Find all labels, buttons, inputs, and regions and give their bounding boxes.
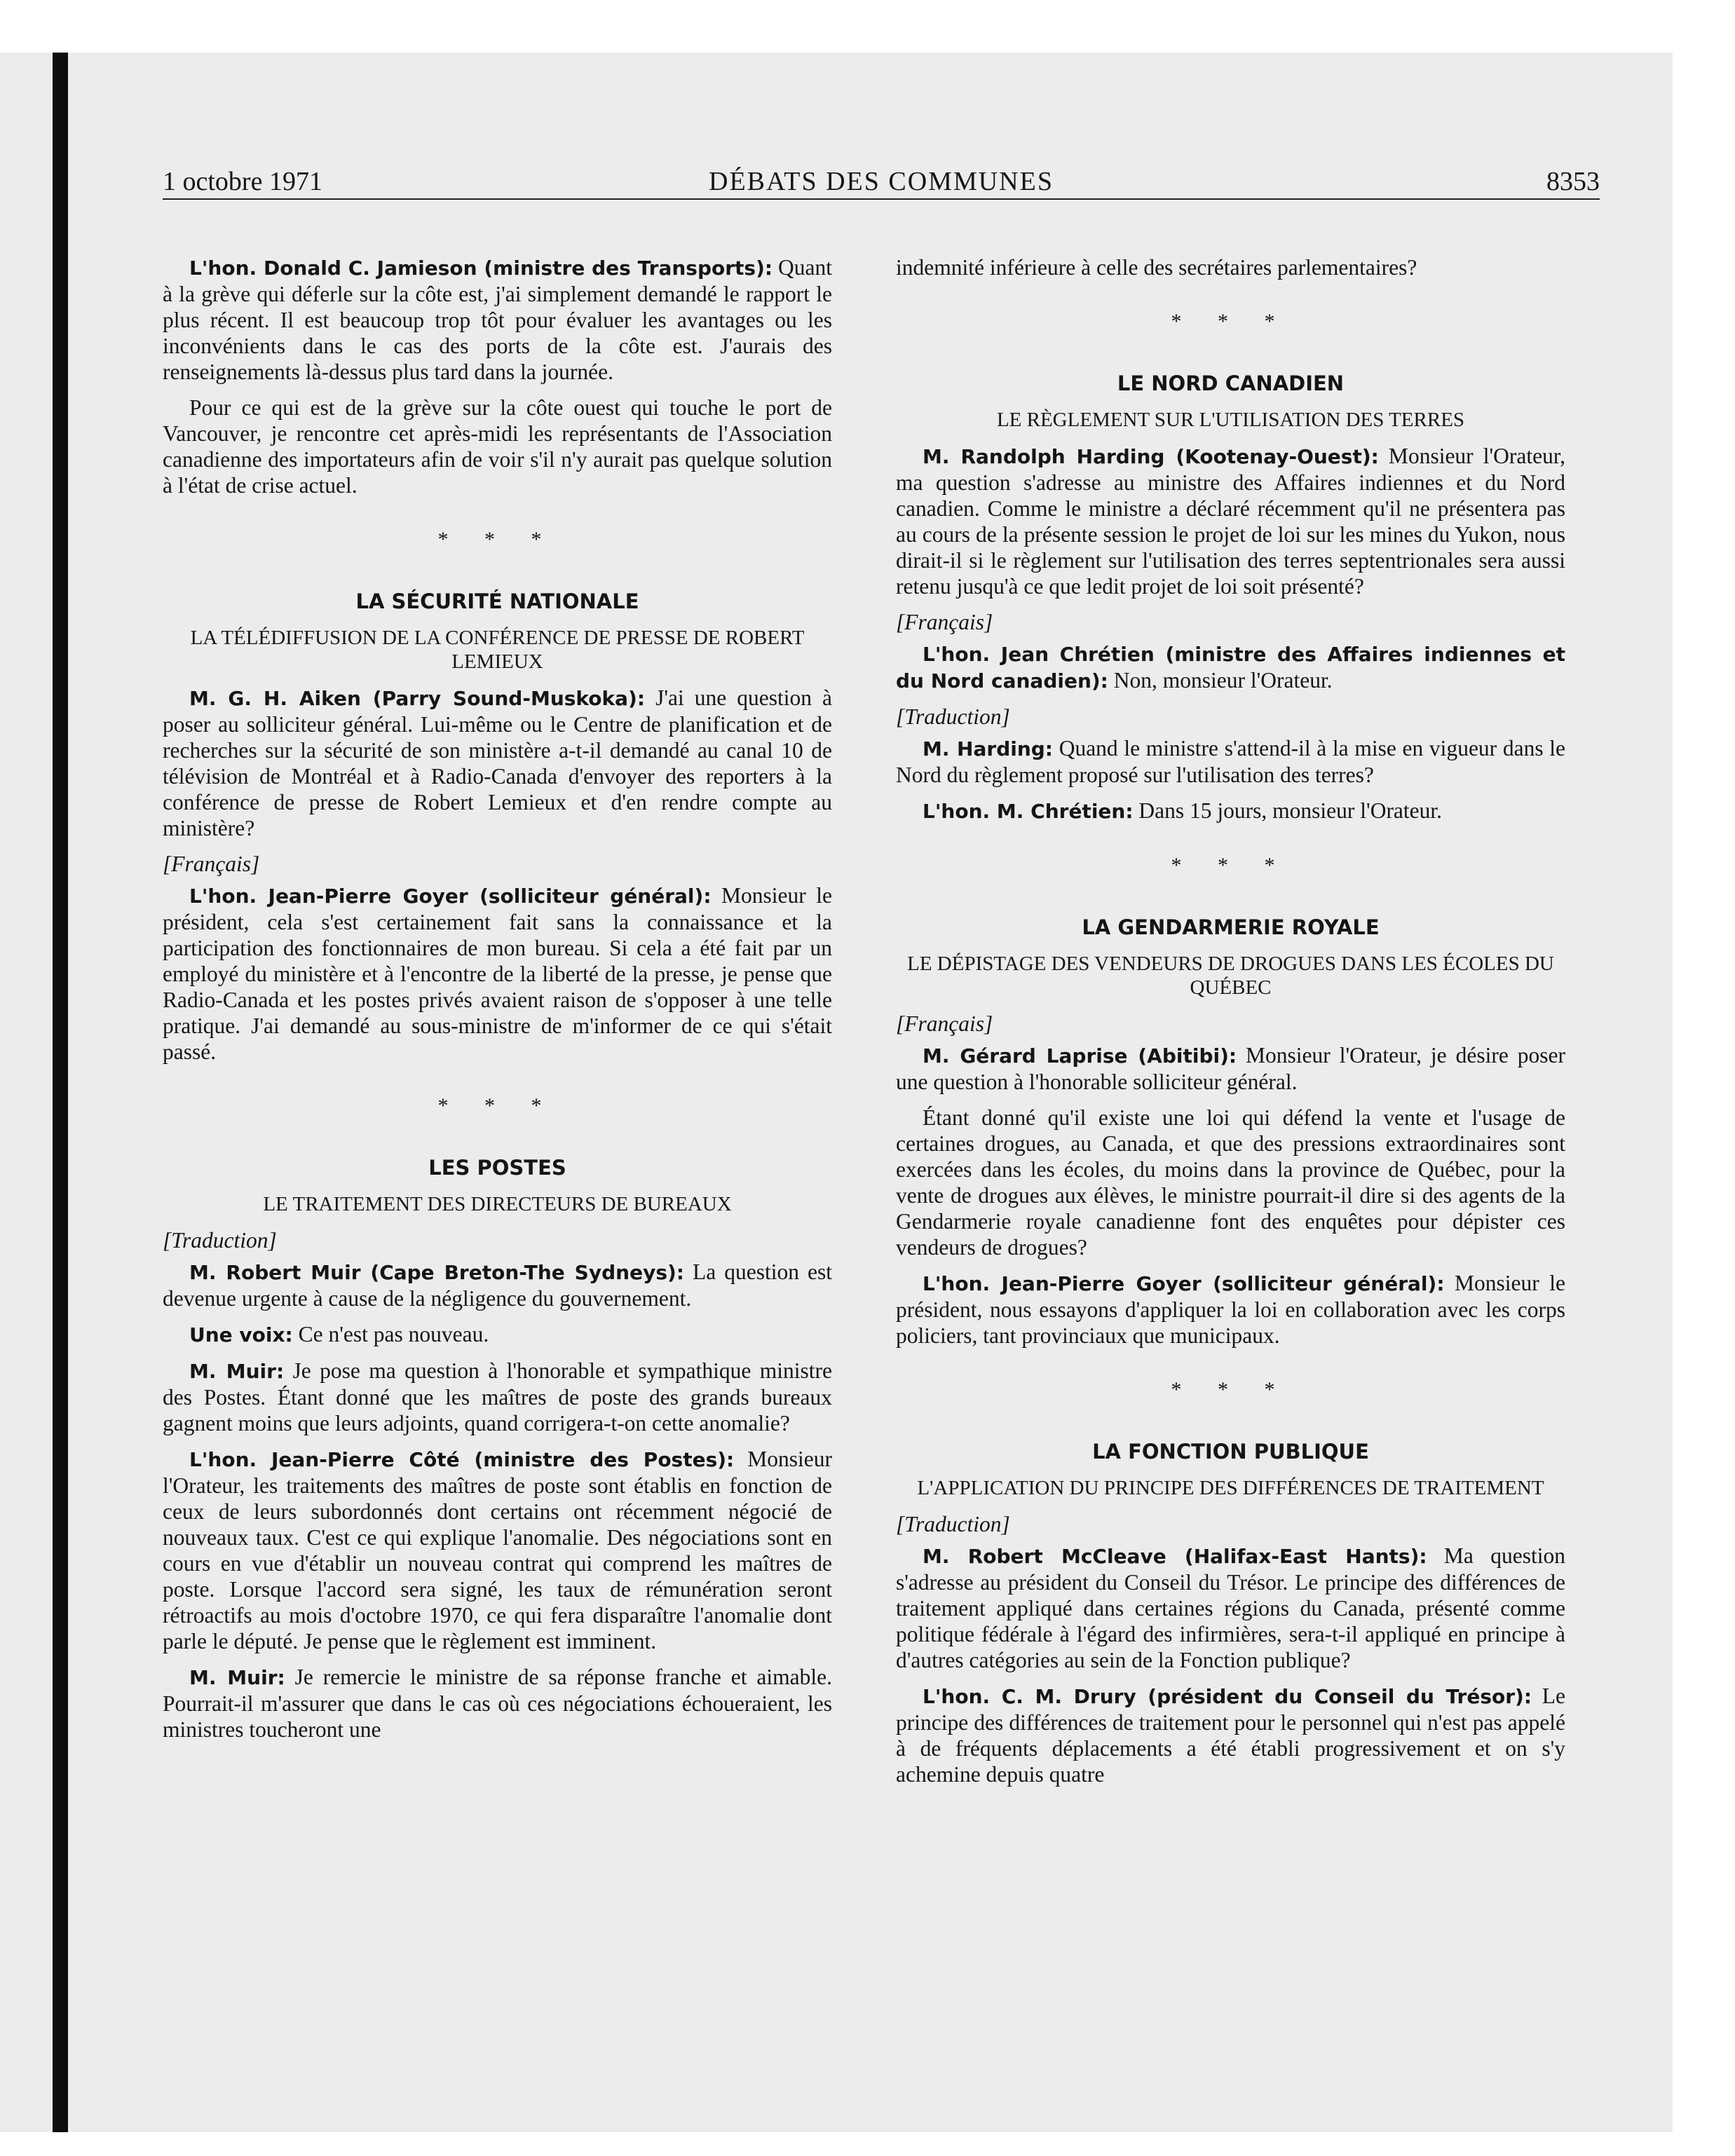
paragraph bbox=[163, 685, 832, 841]
speaker-name: L'hon. Donald C. Jamieson (ministre des Transports): bbox=[189, 257, 773, 280]
paragraph: Étant donné qu'il existe une loi qui défend la vente et l'usage de certaines drogues, au Canada, et que des pressions extraordinaires sont exercées dans les écoles, du moins dans la province de Québec, pour la vente de drogues aux élèves, le ministre pourrait-il dire si des agents de la Gendarmerie royale canadienne font des enquêtes pour dépister ces vendeurs de drogues? bbox=[896, 1105, 1565, 1260]
right-column bbox=[896, 254, 1565, 2112]
running-header bbox=[163, 166, 1600, 198]
paragraph bbox=[163, 1446, 832, 1654]
speech-text: Ce n'est pas nouveau. bbox=[292, 1322, 489, 1346]
speaker-name: Une voix: bbox=[189, 1323, 293, 1346]
scan-edge-shadow bbox=[53, 53, 68, 2132]
section-subtitle: LE DÉPISTAGE DES VENDEURS DE DROGUES DANS LES ÉCOLES DU QUÉBEC bbox=[907, 953, 1554, 999]
speaker-name: M. Robert McCleave (Halifax-East Hants): bbox=[923, 1545, 1427, 1568]
speech-text: Ma question s'adresse au président du Conseil du Trésor. Le principe des différences de traitement appliqué dans certaines régions du Canada, présenté comme politique fédérale à l'égard des infirmières, sera-t-il appliqué en principe à d'autres catégories au sein de la Fonction publique? bbox=[896, 1543, 1565, 1672]
header-date: 1 octobre 1971 bbox=[163, 167, 322, 196]
speaker-name: L'hon. Jean-Pierre Goyer (solliciteur général): bbox=[189, 885, 712, 908]
section-title: LA FONCTION PUBLIQUE bbox=[1092, 1440, 1369, 1464]
language-tag: [Traduction] bbox=[896, 704, 1010, 729]
speech-text: Monsieur le président, nous essayons d'appliquer la loi en collaboration avec les corps policiers, tant provinciaux que municipaux. bbox=[896, 1271, 1565, 1348]
speech-text: Je pose ma question à l'honorable et sympathique ministre des Postes. Étant donné que les maîtres de poste des grands bureaux gagnent moins que leurs adjoints, quand corrigera-t-on cette anomalie? bbox=[163, 1358, 833, 1435]
section-separator: * * * bbox=[1171, 854, 1291, 877]
section-title: LES POSTES bbox=[428, 1156, 566, 1180]
paragraph bbox=[896, 1270, 1565, 1349]
speech-text: Dans 15 jours, monsieur l'Orateur. bbox=[1133, 798, 1443, 823]
paragraph bbox=[163, 882, 832, 1065]
speaker-name: M. Robert Muir (Cape Breton-The Sydneys): bbox=[189, 1261, 684, 1284]
paragraph: indemnité inférieure à celle des secrétaires parlementaires? bbox=[896, 255, 1417, 280]
paragraph: Pour ce qui est de la grève sur la côte ouest qui touche le port de Vancouver, je rencontre cet après-midi les représentants de l'Association canadienne des importateurs afin de voir s'il n'y aurait pas quelque solution à l'état de crise actuel. bbox=[163, 395, 832, 498]
section-separator: * * * bbox=[437, 528, 557, 551]
language-tag: [Français] bbox=[163, 852, 260, 876]
page-number: 8353 bbox=[1546, 167, 1600, 196]
header-title: DÉBATS DES COMMUNES bbox=[709, 167, 1054, 196]
speech-text: La question est devenue urgente à cause de la négligence du gouvernement. bbox=[163, 1260, 832, 1311]
paragraph bbox=[163, 1358, 832, 1436]
speech-text: J'ai une question à poser au solliciteur général. Lui-même ou le Centre de planification et de recherches sur la sécurité de son ministère a-t-il demandé au canal 10 de télévision de Montréal et à Radio-Canada d'envoyer des reporters à la conférence de presse de Robert Lemieux et d'en rendre compte au ministère? bbox=[163, 685, 832, 840]
header-rule bbox=[163, 198, 1600, 200]
language-tag: [Traduction] bbox=[896, 1512, 1010, 1536]
paragraph bbox=[896, 641, 1565, 694]
speaker-name: L'hon. Jean Chrétien (ministre des Affaires indiennes et du Nord canadien): bbox=[896, 643, 1565, 692]
paragraph bbox=[896, 443, 1565, 599]
section-title: LE NORD CANADIEN bbox=[1117, 371, 1345, 395]
speaker-name: M. Harding: bbox=[923, 737, 1054, 760]
speaker-name: L'hon. Jean-Pierre Goyer (solliciteur général): bbox=[923, 1272, 1445, 1295]
section-title: LA SÉCURITÉ NATIONALE bbox=[355, 589, 639, 613]
paragraph bbox=[896, 735, 1565, 788]
paragraph bbox=[896, 1042, 1565, 1095]
speaker-name: M. Muir: bbox=[189, 1666, 285, 1689]
language-tag: [Français] bbox=[896, 610, 993, 634]
speech-text: Quand le ministre s'attend-il à la mise en vigueur dans le Nord du règlement proposé sur l'utilisation des terres? bbox=[896, 736, 1565, 787]
speech-text: Non, monsieur l'Orateur. bbox=[1108, 668, 1333, 692]
speech-text: Monsieur le président, cela s'est certainement fait sans la connaissance et la participation des fonctionnaires de mon bureau. Si cela a été fait par un employé du ministère et à l'encontre de la liberté de la presse, je pense que Radio-Canada et les postes privés avaient raison de s'opposer à une telle pratique. J'ai demandé au sous-ministre de m'informer de ce qui s'était passé. bbox=[163, 883, 832, 1064]
speaker-name: M. Muir: bbox=[189, 1360, 285, 1383]
section-separator: * * * bbox=[1171, 1378, 1291, 1401]
paragraph bbox=[896, 1683, 1565, 1787]
section-subtitle: LE RÈGLEMENT SUR L'UTILISATION DES TERRES bbox=[996, 409, 1465, 431]
language-tag: [Traduction] bbox=[163, 1228, 277, 1253]
paragraph bbox=[896, 798, 1565, 824]
speaker-name: M. G. H. Aiken (Parry Sound-Muskoka): bbox=[189, 687, 646, 710]
paragraph bbox=[163, 1259, 832, 1311]
speaker-name: L'hon. Jean-Pierre Côté (ministre des Postes): bbox=[189, 1448, 735, 1471]
speech-text: Monsieur l'Orateur, ma question s'adresse au ministre des Affaires indiennes et du Nord canadien. Comme le ministre a déclaré récemment qu'il ne présentera pas au cours de la présente session le projet de loi sur les mines du Yukon, nous dirait-il si le règlement sur l'utilisation des terres septentrionales sera aussi retenu jusqu'à ce que ledit projet de loi soit présenté? bbox=[896, 444, 1565, 599]
speaker-name: L'hon. M. Chrétien: bbox=[923, 800, 1134, 823]
section-subtitle: LA TÉLÉDIFFUSION DE LA CONFÉRENCE DE PRESSE DE ROBERT LEMIEUX bbox=[190, 627, 805, 673]
speech-text: Monsieur l'Orateur, les traitements des maîtres de poste sont établis en fonction de ceux de leurs subordonnés dont certains ont récemment négocié de nouveaux taux. C'est ce qui explique l'anomalie. Des négociations sont en cours en vue d'établir un nouveau contrat qui comprend les maîtres de poste. Lorsque l'accord sera signé, les taux de rémunération seront rétroactifs au mois d'octobre 1970, ce qui fera disparaître l'anomalie dont parle le député. Je pense que le règlement est imminent. bbox=[163, 1447, 832, 1653]
section-subtitle: LE TRAITEMENT DES DIRECTEURS DE BUREAUX bbox=[263, 1193, 732, 1215]
section-separator: * * * bbox=[1171, 310, 1291, 333]
paragraph bbox=[163, 254, 832, 385]
speaker-name: M. Randolph Harding (Kootenay-Ouest): bbox=[923, 445, 1379, 468]
section-title: LA GENDARMERIE ROYALE bbox=[1082, 915, 1380, 939]
section-separator: * * * bbox=[437, 1094, 557, 1117]
speech-text: Quant à la grève qui déferle sur la côte est, j'ai simplement demandé le rapport le plus récent. Il est beaucoup trop tôt pour évaluer les avantages ou les inconvénients dans le cas des ports de la côte est. J'aurais des renseignements là-dessus plus tard dans la journée. bbox=[163, 255, 832, 384]
paragraph bbox=[163, 1664, 832, 1742]
paragraph bbox=[163, 1321, 832, 1348]
speech-text: Monsieur l'Orateur, je désire poser une question à l'honorable solliciteur général. bbox=[896, 1043, 1565, 1094]
speaker-name: L'hon. C. M. Drury (président du Conseil du Trésor): bbox=[923, 1685, 1532, 1708]
speaker-name: M. Gérard Laprise (Abitibi): bbox=[923, 1044, 1237, 1067]
left-column bbox=[163, 254, 832, 2112]
section-subtitle: L'APPLICATION DU PRINCIPE DES DIFFÉRENCES DE TRAITEMENT bbox=[917, 1477, 1544, 1499]
speech-text: Je remercie le ministre de sa réponse franche et aimable. Pourrait-il m'assurer que dans le cas où ces négociations échoueraient, les ministres toucheront une bbox=[163, 1665, 832, 1742]
speech-text: Le principe des différences de traitement pour le personnel qui n'est pas appelé à de fréquents déplacements a été établi progressivement et on s'y achemine depuis quatre bbox=[896, 1684, 1565, 1787]
language-tag: [Français] bbox=[896, 1011, 993, 1036]
paragraph bbox=[896, 1543, 1565, 1673]
